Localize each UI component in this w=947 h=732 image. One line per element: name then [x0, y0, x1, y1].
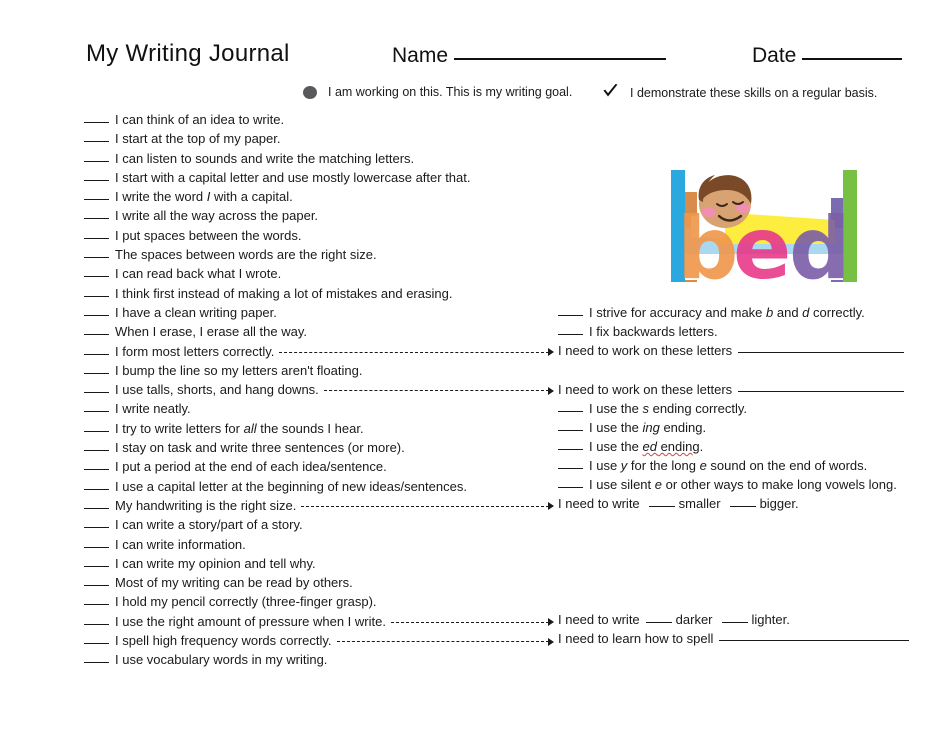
checkbox-blank[interactable]	[84, 218, 109, 219]
checklist-item	[84, 151, 554, 170]
checkbox-blank[interactable]	[558, 334, 583, 335]
svg-text:e: e	[733, 199, 792, 288]
checkbox-blank[interactable]	[84, 238, 109, 239]
checkbox-blank[interactable]	[84, 161, 109, 162]
spell-words-input[interactable]	[719, 640, 909, 641]
checklist-item	[84, 440, 554, 459]
pressure-darker-label: darker	[675, 612, 713, 627]
checklist-item-label: I form most letters correctly.	[115, 343, 275, 359]
checklist-item	[84, 266, 554, 285]
checkbox-blank[interactable]	[84, 141, 109, 142]
checkbox-blank[interactable]	[558, 411, 583, 412]
right-item-size-preference	[558, 496, 799, 511]
checklist-item-label: I have a clean writing paper.	[115, 304, 277, 320]
checkmark-icon	[602, 83, 619, 99]
checkbox-blank[interactable]	[84, 604, 109, 605]
checklist-item-label: I write neatly.	[115, 401, 191, 417]
checklist-item-label: I use the right amount of pressure when I write.	[115, 613, 386, 629]
dashed-arrow-connector	[301, 502, 554, 510]
checkbox-blank[interactable]	[84, 643, 109, 644]
bigger-checkbox-blank[interactable]	[730, 506, 756, 507]
right-item-ending-s	[558, 401, 747, 416]
right-item-text: I use the s ending correctly.	[589, 401, 748, 416]
checkbox-blank[interactable]	[84, 585, 109, 586]
right-item-text: I need to work on these letters	[558, 343, 733, 358]
right-item-text: I fix backwards letters.	[589, 324, 718, 339]
checkbox-blank[interactable]	[84, 199, 109, 200]
checklist-item	[84, 594, 554, 613]
dashed-arrow-connector	[337, 638, 554, 646]
pressure-lighter-label: lighter.	[751, 612, 790, 627]
checkbox-blank[interactable]	[84, 566, 109, 567]
smaller-checkbox-blank[interactable]	[649, 506, 675, 507]
pressure-prefix-label: I need to write	[558, 612, 640, 627]
checklist-item	[84, 344, 554, 363]
checklist-item	[84, 421, 554, 440]
checklist-item-label: I bump the line so my letters aren't floating.	[115, 362, 363, 378]
checklist-item-label: I start at the top of my paper.	[115, 131, 281, 147]
work-letters-input-2[interactable]	[738, 391, 904, 392]
right-item-pressure-preference	[558, 612, 790, 627]
checklist-item-label: I write all the way across the paper.	[115, 208, 319, 224]
checklist-item	[84, 208, 554, 227]
right-item-work-letters-2	[558, 382, 904, 397]
checklist-item-label: I spell high frequency words correctly.	[115, 633, 332, 649]
size-prefix-label: I need to write	[558, 496, 640, 511]
checklist-item-label: I put a period at the end of each idea/sentence.	[115, 459, 387, 475]
dashed-arrow-connector	[391, 618, 554, 626]
checkbox-blank[interactable]	[84, 527, 109, 528]
checklist-item	[84, 170, 554, 189]
date-field-group	[752, 44, 902, 68]
legend-goal-text: I am working on this. This is my writing goal.	[328, 85, 573, 99]
checkbox-blank[interactable]	[84, 450, 109, 451]
checkbox-blank[interactable]	[84, 508, 109, 509]
checklist-item-label: I can read back what I wrote.	[115, 266, 282, 282]
right-item-ending-ing	[558, 420, 706, 435]
svg-text:d: d	[789, 199, 851, 288]
checkbox-blank[interactable]	[84, 547, 109, 548]
checkbox-blank[interactable]	[558, 468, 583, 469]
checklist-left-column	[84, 112, 554, 672]
checkbox-blank[interactable]	[84, 315, 109, 316]
checklist-item-label: I stay on task and write three sentences (or more).	[115, 440, 405, 456]
checkbox-blank[interactable]	[558, 430, 583, 431]
checkbox-blank[interactable]	[84, 276, 109, 277]
darker-checkbox-blank[interactable]	[646, 622, 672, 623]
checkbox-blank[interactable]	[84, 411, 109, 412]
dashed-arrow-connector	[324, 387, 554, 395]
checklist-item-label: I use a capital letter at the beginning of new ideas/sentences.	[115, 478, 467, 494]
checklist-item-label: I can write my opinion and tell why.	[115, 555, 316, 571]
date-label: Date	[752, 44, 797, 67]
checkbox-blank[interactable]	[84, 662, 109, 663]
checklist-item	[84, 363, 554, 382]
checkbox-blank[interactable]	[84, 180, 109, 181]
right-item-text: I use the ed ending.	[589, 439, 704, 454]
right-item-spell-line	[558, 631, 909, 646]
checkbox-blank[interactable]	[84, 431, 109, 432]
checklist-item-label: Most of my writing can be read by others.	[115, 575, 353, 591]
checklist-item	[84, 189, 554, 208]
checkbox-blank[interactable]	[558, 449, 583, 450]
checklist-item	[84, 401, 554, 420]
lighter-checkbox-blank[interactable]	[722, 622, 748, 623]
right-item-fix-backwards	[558, 324, 718, 339]
checkbox-blank[interactable]	[84, 373, 109, 374]
legend-skill	[602, 85, 877, 101]
checkbox-blank[interactable]	[84, 122, 109, 123]
checkbox-blank[interactable]	[84, 392, 109, 393]
checklist-item-label: I can listen to sounds and write the matching letters.	[115, 150, 415, 166]
checklist-item	[84, 479, 554, 498]
right-item-long-e-y	[558, 458, 867, 473]
checkbox-blank[interactable]	[84, 354, 109, 355]
checklist-item-label: I put spaces between the words.	[115, 227, 302, 243]
checklist-item	[84, 228, 554, 247]
checkbox-blank[interactable]	[84, 469, 109, 470]
checklist-item-label: I can write a story/part of a story.	[115, 517, 303, 533]
right-item-text: I use y for the long e sound on the end of words.	[589, 458, 868, 473]
size-bigger-label: bigger.	[759, 496, 799, 511]
checklist-item-label: I can think of an idea to write.	[115, 112, 285, 127]
name-field-group	[392, 44, 666, 68]
checklist-item-label: The spaces between words are the right size.	[115, 247, 377, 263]
checkbox-blank[interactable]	[558, 487, 583, 488]
checklist-item	[84, 556, 554, 575]
filled-circle-icon	[303, 86, 317, 99]
checklist-item	[84, 537, 554, 556]
checklist-item	[84, 498, 554, 517]
checklist-item	[84, 324, 554, 343]
right-item-text: I strive for accuracy and make b and d correctly.	[589, 305, 865, 320]
legend-goal	[303, 85, 572, 99]
checklist-item	[84, 112, 554, 131]
work-letters-input-1[interactable]	[738, 352, 904, 353]
checkbox-blank[interactable]	[84, 624, 109, 625]
checklist-item	[84, 575, 554, 594]
checklist-item	[84, 614, 554, 633]
checklist-item-label: I can write information.	[115, 536, 246, 552]
checklist-item	[84, 286, 554, 305]
checklist-item	[84, 382, 554, 401]
right-item-work-letters-1	[558, 343, 904, 358]
checklist-item-label: I write the word I with a capital.	[115, 189, 293, 205]
legend-skill-text: I demonstrate these skills on a regular basis.	[630, 86, 878, 100]
checklist-item-label: I think first instead of making a lot of mistakes and erasing.	[115, 285, 453, 301]
checklist-item-label: When I erase, I erase all the way.	[115, 324, 307, 340]
checklist-item	[84, 633, 554, 652]
name-label: Name	[392, 44, 449, 67]
checklist-item-label: I use talls, shorts, and hang downs.	[115, 382, 319, 398]
checklist-item	[84, 305, 554, 324]
right-item-ending-ed	[558, 439, 703, 454]
checklist-item-label: I try to write letters for all the sounds I hear.	[115, 420, 364, 436]
checklist-item	[84, 517, 554, 536]
checklist-item	[84, 131, 554, 150]
dashed-arrow-connector	[279, 348, 554, 356]
checklist-item	[84, 652, 554, 671]
checklist-item-label: My handwriting is the right size.	[115, 497, 297, 513]
checklist-item-label: I start with a capital letter and use mostly lowercase after that.	[115, 169, 471, 185]
bed-mnemonic-illustration	[663, 166, 865, 288]
size-smaller-label: smaller	[678, 496, 721, 511]
svg-text:b: b	[677, 199, 739, 288]
date-input-blank[interactable]	[802, 58, 902, 60]
checkbox-blank[interactable]	[84, 257, 109, 258]
page-title: My Writing Journal	[86, 40, 290, 67]
right-item-text: I need to work on these letters	[558, 382, 733, 397]
right-item-silent-e	[558, 477, 897, 492]
right-item-text: I use the ing ending.	[589, 420, 707, 435]
right-item-letters-accuracy	[558, 305, 865, 320]
right-item-text: I use silent e or other ways to make long vowels long.	[589, 477, 897, 492]
checklist-item	[84, 459, 554, 478]
checklist-item-label: I hold my pencil correctly (three-finger grasp).	[115, 594, 377, 610]
checkbox-blank[interactable]	[84, 296, 109, 297]
right-item-text: I need to learn how to spell	[558, 631, 714, 646]
checkbox-blank[interactable]	[84, 489, 109, 490]
checkbox-blank[interactable]	[558, 315, 583, 316]
checklist-item-label: I use vocabulary words in my writing.	[115, 652, 328, 668]
checkbox-blank[interactable]	[84, 334, 109, 335]
checklist-item	[84, 247, 554, 266]
name-input-blank[interactable]	[454, 58, 666, 60]
